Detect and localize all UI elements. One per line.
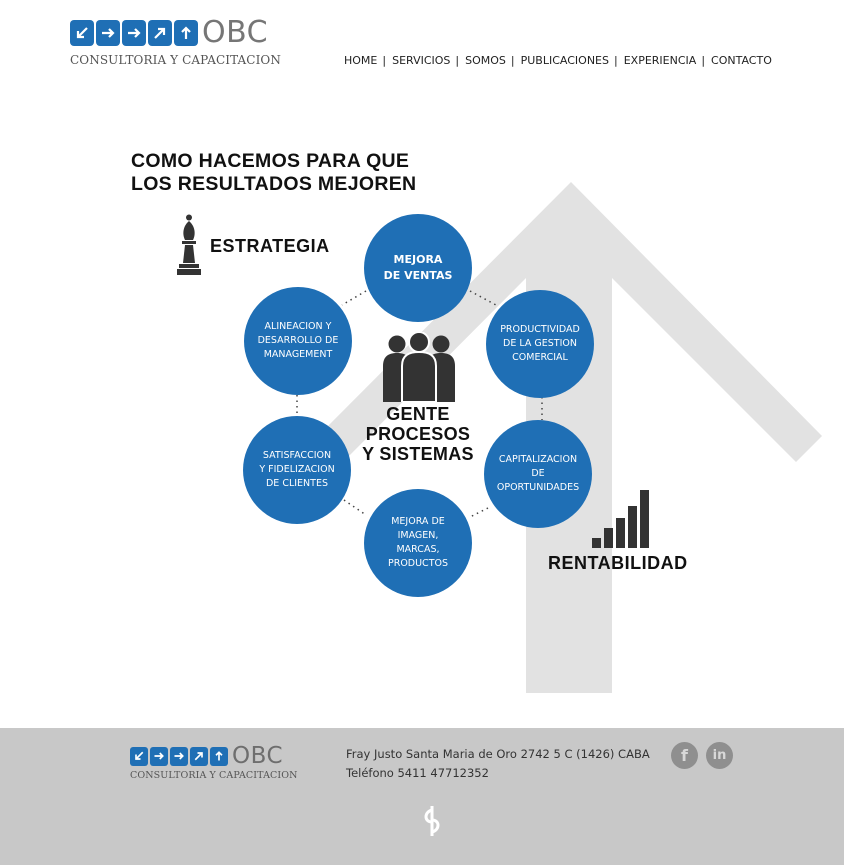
nav-separator: |: [455, 54, 460, 67]
facebook-glyph: f: [681, 746, 688, 765]
brand-name: OBC: [232, 743, 284, 769]
circle-alineacion: [244, 287, 352, 395]
address-text: Fray Justo Santa Maria de Oro 2742 5 C (1426) CABA: [346, 747, 650, 761]
nav-home[interactable]: HOME: [344, 54, 378, 67]
circle-label: MEJORA DE IMAGEN, MARCAS, PRODUCTOS: [387, 516, 449, 569]
nav-experiencia[interactable]: EXPERIENCIA: [623, 54, 697, 67]
circle-label: PRODUCTIVIDAD DE LA GESTION COMERCIAL: [500, 324, 580, 363]
nav-publicaciones[interactable]: PUBLICACIONES: [520, 54, 609, 67]
nav-separator: |: [701, 54, 706, 67]
arrow-up-right-icon: [190, 747, 208, 766]
circle-label: SATISFACCION Y FIDELIZACION DE CLIENTES: [259, 450, 335, 489]
nav-separator: |: [382, 54, 387, 67]
linkedin-glyph: in: [712, 748, 727, 763]
brand-name: OBC: [202, 15, 269, 50]
arrow-down-left-icon: [130, 747, 148, 766]
bar-chart-icon: [592, 488, 658, 548]
headline-line-1: COMO HACEMOS PARA QUE: [131, 150, 410, 172]
page-headline: [131, 150, 416, 196]
circle-mejora-imagen: [364, 489, 472, 597]
center-text: GENTE PROCESOS Y SISTEMAS: [362, 404, 474, 464]
circle-label: CAPITALIZACION DE OPORTUNIDADES: [496, 454, 580, 493]
footer-logo[interactable]: [130, 745, 300, 781]
designer-credit-icon[interactable]: [420, 804, 444, 838]
nav-separator: |: [614, 54, 618, 67]
nav-somos[interactable]: SOMOS: [465, 54, 506, 67]
chess-bishop-icon: [176, 214, 202, 276]
people-group-icon: [381, 332, 457, 402]
brand-tagline: CONSULTORIA Y CAPACITACION: [130, 770, 298, 781]
circle-mejora-ventas: [364, 214, 472, 322]
circle-satisfaccion: [243, 416, 351, 524]
nav-servicios[interactable]: SERVICIOS: [392, 54, 451, 67]
arrow-right-icon: [170, 747, 188, 766]
footer: [0, 728, 844, 865]
nav-contacto[interactable]: CONTACTO: [711, 54, 772, 67]
circle-label: MEJORA DE VENTAS: [383, 253, 453, 282]
contact-info: [346, 745, 650, 783]
circle-productividad: [486, 290, 594, 398]
arrow-right-icon: [150, 747, 168, 766]
strategy-label: ESTRATEGIA: [210, 236, 330, 256]
phone-text: Teléfono 5411 47712352: [346, 766, 489, 780]
headline-line-2: LOS RESULTADOS MEJOREN: [131, 173, 417, 195]
circle-capitalizacion: [484, 420, 592, 528]
facebook-icon[interactable]: [671, 742, 698, 769]
arrow-up-icon: [210, 747, 228, 766]
nav-separator: |: [510, 54, 515, 67]
brand-tagline: CONSULTORIA Y CAPACITACION: [70, 53, 281, 67]
profitability-label: RENTABILIDAD: [548, 553, 688, 573]
circle-label: ALINEACION Y DESARROLLO DE MANAGEMENT: [257, 321, 339, 360]
logo-tiles: [130, 747, 228, 766]
linkedin-icon[interactable]: [706, 742, 733, 769]
